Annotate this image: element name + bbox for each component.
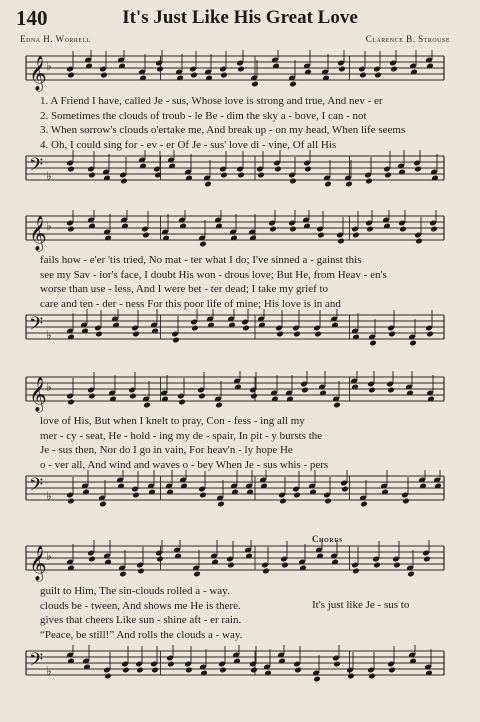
verse-line: see my Sav - ior's face, I doubt His won - drous love; But He, from Heav - en's	[40, 268, 387, 281]
svg-text:𝄢: 𝄢	[29, 650, 44, 675]
verse-line: 1. A Friend I have, called Je - sus, Whose love is strong and true, And nev - er	[40, 95, 383, 107]
verse-line: mer - cy - seat, He - hold - ing my de - spair, In pit - y bursts the	[40, 429, 323, 442]
svg-text:♭: ♭	[46, 169, 52, 183]
svg-text:𝄢: 𝄢	[29, 155, 44, 180]
verse-line: gives that cheers Like sun - shine aft - er rain.	[40, 614, 242, 627]
svg-text:𝄞: 𝄞	[29, 546, 47, 581]
svg-text:𝄞: 𝄞	[29, 377, 47, 412]
svg-text:♭: ♭	[46, 219, 52, 233]
svg-text:𝄢: 𝄢	[29, 314, 44, 339]
verse-line: care and ten - der - ness For this poor life of mine; His love is in and	[40, 298, 341, 311]
svg-text:♭: ♭	[46, 549, 52, 563]
verse-line: clouds be - tween, And shows me He is there.	[40, 599, 241, 612]
verse-line: 3. When sorrow's clouds o'ertake me, And break up - on my head, When life seems	[40, 124, 406, 137]
verse-line: Je - sus then, Nor do I go in vain, For heav'n - ly hope He	[40, 444, 293, 457]
chorus-label: Chorus	[312, 534, 343, 544]
svg-text:𝄢: 𝄢	[29, 475, 44, 500]
verse-line: guilt to Him, The sin-clouds rolled a - way.	[40, 585, 230, 597]
svg-text:♭: ♭	[46, 489, 52, 503]
verse-line: 2. Sometimes the clouds of troub - le Be - dim the sky a - bove, I can - not	[40, 109, 367, 122]
treble-staff-4	[0, 540, 480, 590]
svg-text:𝄞: 𝄞	[29, 216, 47, 251]
svg-text:♭: ♭	[46, 59, 52, 73]
verse-line: worse than use - less, And I were bet - ter dead; I take my grief to	[40, 283, 329, 296]
chorus-words: It's just like Je - sus to	[312, 599, 410, 611]
bass-staff-4	[0, 645, 480, 695]
verse-line: o - ver all, And wind and waves o - bey When Je - sus whis - pers	[40, 459, 329, 472]
hymn-number: 140	[16, 6, 48, 30]
verse-line: 4. Oh, I could sing for - ev - er Of Je - sus' love di - vine, Of all His	[40, 139, 337, 152]
verse-line: “Peace, be still!” And rolls the clouds a - way.	[40, 629, 243, 642]
verse-line: fails how - e'er 'tis tried, No mat - ter what I do; I've sinned a - gainst this	[40, 254, 362, 266]
credit-music: Clarence B. Strouse	[365, 34, 450, 44]
svg-text:𝄞: 𝄞	[29, 56, 47, 91]
svg-text:♭: ♭	[46, 328, 52, 342]
credit-words: Edna H. Worrell	[20, 34, 91, 44]
svg-text:♭: ♭	[46, 664, 52, 678]
hymn-title: It's Just Like His Great Love	[122, 7, 358, 28]
verse-line: love of His, But when I knelt to pray, Con - fess - ing all my	[40, 415, 305, 427]
svg-text:♭: ♭	[46, 380, 52, 394]
verse-block-4	[40, 584, 310, 643]
